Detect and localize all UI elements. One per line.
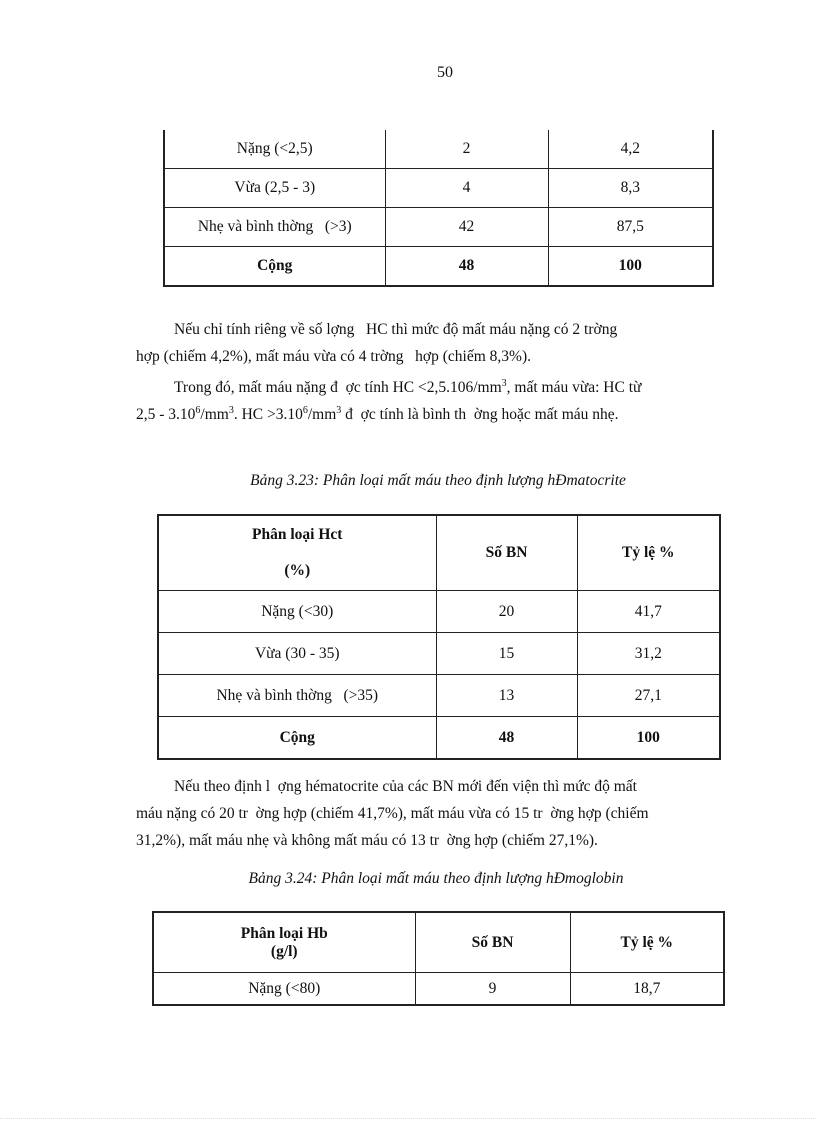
table-total-row [164, 247, 713, 287]
table-cell: Nặng (<2,5) [164, 130, 385, 169]
paragraph-line: 31,2%), mất máu nhẹ và không mất máu có 13 tr ờng hợp (chiếm 27,1%). [136, 832, 598, 849]
paragraph-line: Nếu chỉ tính riêng về số lợng HC thì mức độ mất máu nặng có 2 trờng [174, 321, 618, 338]
table-row [158, 633, 720, 675]
table-cell [385, 247, 548, 287]
table-header-cell: Số BN [415, 912, 570, 973]
table-cell: 42 [385, 208, 548, 247]
table-cell: 27,1 [577, 675, 720, 717]
table-cell: 4,2 [548, 130, 713, 169]
total-label: Cộng [257, 257, 293, 274]
table-cell: 4 [385, 169, 548, 208]
table-cell: 20 [436, 591, 577, 633]
total-label: Cộng [279, 728, 315, 746]
table-cell: Nhẹ và bình thờng (>3) [164, 208, 385, 247]
table-header-cell: Phân loại Hb (g/l) [153, 912, 415, 973]
table-cell: Nặng (<30) [158, 591, 436, 633]
total-percent: 100 [618, 257, 642, 274]
table-cell: 13 [436, 675, 577, 717]
paragraph-rbc-thresholds [136, 374, 746, 428]
table-cell [577, 717, 720, 760]
table-cell [548, 247, 713, 287]
table-cell: 18,7 [570, 973, 724, 1006]
table-cell: 2 [385, 130, 548, 169]
table-header-row [153, 912, 724, 973]
total-percent: 100 [636, 728, 660, 746]
table-cell: Nặng (<80) [153, 973, 415, 1006]
table-cell: 9 [415, 973, 570, 1006]
table-cell: 15 [436, 633, 577, 675]
table-cell: 41,7 [577, 591, 720, 633]
paragraph-line: Trong đó, mất máu nặng đ ợc tính HC $<2,5.106/mm^3$, mất máu vừa: HC từ [174, 377, 642, 396]
table-header-cell: Tỷ lệ % [577, 515, 720, 591]
table-cell: Vừa (2,5 - 3) [164, 169, 385, 208]
table-row [164, 169, 713, 208]
table-blood-loss-by-rbc [163, 130, 714, 287]
table-row [153, 973, 724, 1006]
table-cell: Nhẹ và bình thờng (>35) [158, 675, 436, 717]
table-row [158, 675, 720, 717]
table-cell [164, 247, 385, 287]
table-caption-3-24: Bảng 3.24: Phân loại mất máu theo định lượng hĐmoglobin [248, 870, 624, 887]
page-number: 50 [437, 64, 453, 81]
paragraph-line: Nếu theo định l ợng hématocrite của các BN mới đến viện thì mức độ mất [174, 778, 637, 795]
table-header-cell: Tỷ lệ % [570, 912, 724, 973]
table-header-row [158, 515, 720, 591]
table-cell: 87,5 [548, 208, 713, 247]
paragraph-hematocrit-summary [136, 773, 746, 854]
table-row [164, 208, 713, 247]
table-header-cell: Phân loại Hct (%) [158, 515, 436, 591]
table-cell: Vừa (30 - 35) [158, 633, 436, 675]
table-cell [436, 717, 577, 760]
table-row [158, 591, 720, 633]
paragraph-line: $2,5 - 3.10^6/mm^3$. HC $>3.10^6/mm^3$ đ ợc tính là bình th ờng hoặc mất máu nhẹ. [136, 404, 619, 423]
total-count: 48 [498, 728, 515, 746]
table-header-cell: Số BN [436, 515, 577, 591]
table-cell: 31,2 [577, 633, 720, 675]
paragraph-line: hợp (chiếm 4,2%), mất máu vừa có 4 trờng hợp (chiếm 8,3%). [136, 348, 531, 365]
paragraph-rbc-summary [136, 316, 746, 370]
table-total-row [158, 717, 720, 760]
page-bottom-divider [0, 1118, 816, 1119]
total-count: 48 [458, 257, 475, 274]
paragraph-line: máu nặng có 20 tr ờng hợp (chiếm 41,7%), mất máu vừa có 15 tr ờng hợp (chiếm [136, 805, 649, 822]
table-row [164, 130, 713, 169]
table-cell [158, 717, 436, 760]
table-blood-loss-by-hematocrit [157, 514, 721, 760]
table-blood-loss-by-hemoglobin [152, 911, 725, 1006]
table-caption-3-23: Bảng 3.23: Phân loại mất máu theo định lượng hĐmatocrite [250, 472, 626, 489]
table-cell: 8,3 [548, 169, 713, 208]
